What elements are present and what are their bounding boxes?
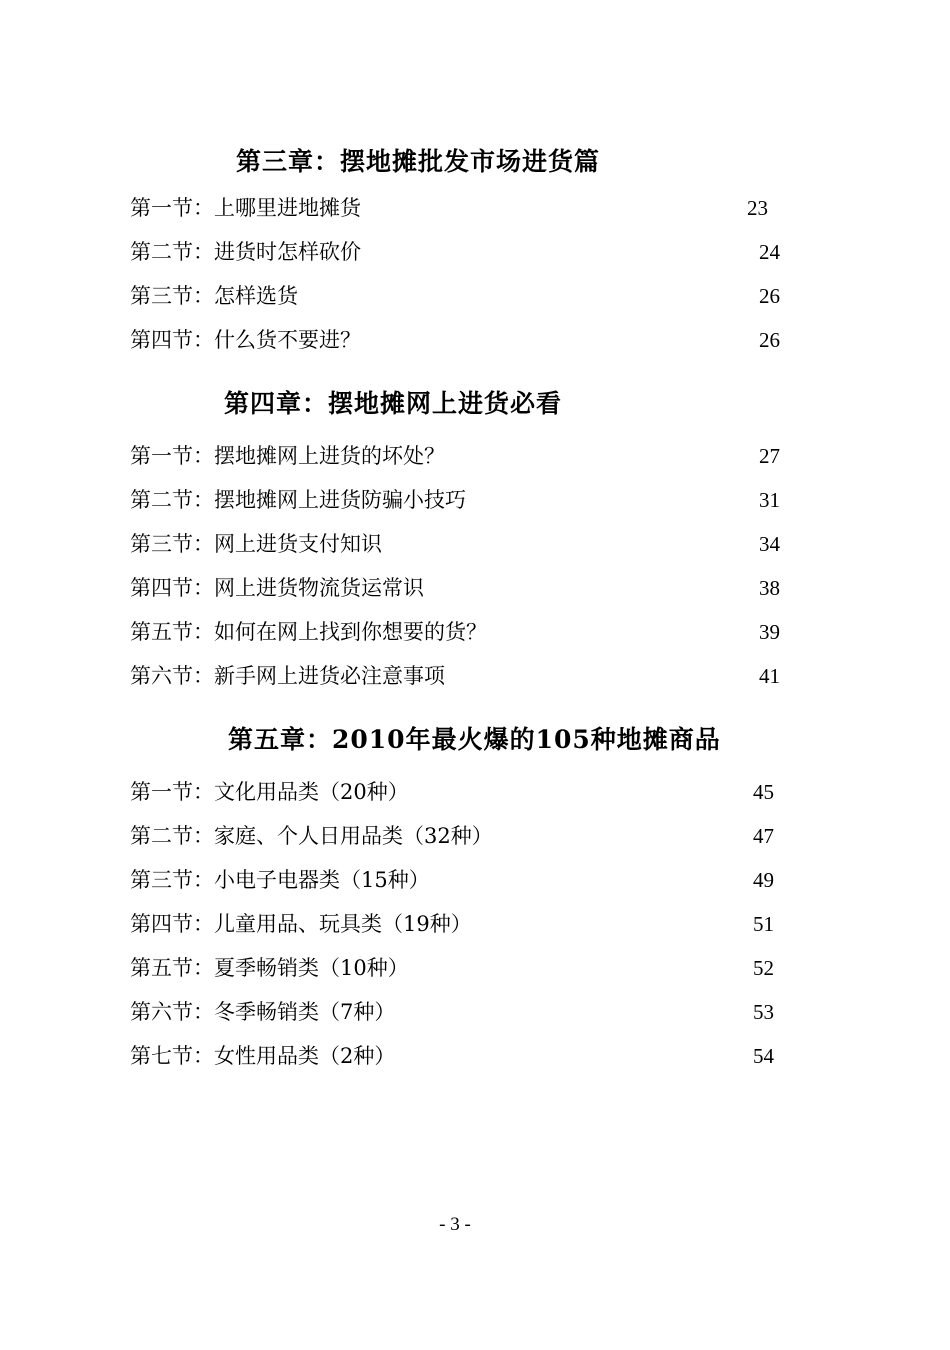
toc-entry-page: 39 [759, 620, 780, 644]
chapter-title: 第五章：2010年最火爆的105种地摊商品 [228, 725, 721, 754]
toc-entry-page: 34 [759, 532, 780, 556]
toc-entry-label: 第二节：进货时怎样砍价 [130, 240, 361, 264]
toc-entry-label: 第四节：网上进货物流货运常识 [130, 576, 424, 600]
page-number: - 3 - [439, 1214, 471, 1235]
toc-entry[interactable] [130, 485, 790, 515]
toc-entry-label: 第二节：摆地摊网上进货防骗小技巧 [130, 488, 466, 512]
toc-entry-page: 41 [759, 664, 780, 688]
toc-entry-label: 第二节：家庭、个人日用品类（32种） [130, 824, 493, 848]
toc-entry[interactable] [130, 281, 790, 311]
toc-entry-label: 第四节：儿童用品、玩具类（19种） [130, 912, 472, 936]
toc-entry[interactable] [130, 237, 790, 267]
toc-entry[interactable] [130, 865, 790, 895]
toc-entry-page: 47 [753, 824, 774, 848]
toc-entry-page: 45 [753, 780, 774, 804]
toc-entry[interactable] [130, 997, 790, 1027]
toc-entry-page: 24 [759, 240, 780, 264]
toc-entry[interactable] [130, 953, 790, 983]
toc-entry-page: 26 [759, 284, 780, 308]
toc-entry[interactable] [130, 661, 790, 691]
toc-entry-page: 27 [759, 444, 780, 468]
toc-entry-page: 38 [759, 576, 780, 600]
toc-entry-label: 第三节：怎样选货 [130, 284, 298, 308]
toc-entry-label: 第三节：网上进货支付知识 [130, 532, 382, 556]
toc-entry-label: 第一节：上哪里进地摊货 [130, 196, 361, 220]
toc-entry-page: 26 [759, 328, 780, 352]
toc-entry-page: 31 [759, 488, 780, 512]
toc-entry-label: 第六节：冬季畅销类（7种） [130, 1000, 396, 1024]
toc-entry[interactable] [130, 617, 790, 647]
toc-entry-label: 第六节：新手网上进货必注意事项 [130, 664, 445, 688]
toc-entry[interactable] [130, 777, 790, 807]
toc-entry[interactable] [130, 573, 790, 603]
toc-entry-label: 第五节：如何在网上找到你想要的货？ [130, 620, 487, 644]
toc-entry[interactable] [130, 193, 790, 223]
toc-entry-label: 第一节：文化用品类（20种） [130, 780, 409, 804]
toc-entry-page: 23 [747, 196, 768, 220]
toc-entry-page: 53 [753, 1000, 774, 1024]
toc-entry-label: 第七节：女性用品类（2种） [130, 1044, 396, 1068]
toc-entry-page: 52 [753, 956, 774, 980]
toc-entry[interactable] [130, 821, 790, 851]
toc-entry[interactable] [130, 1041, 790, 1071]
chapter-title: 第四章：摆地摊网上进货必看 [224, 389, 563, 418]
toc-entry[interactable] [130, 529, 790, 559]
toc-entry-label: 第五节：夏季畅销类（10种） [130, 956, 409, 980]
toc-entry[interactable] [130, 441, 790, 471]
toc-entry-label: 第一节：摆地摊网上进货的坏处？ [130, 444, 445, 468]
toc-entry-page: 54 [753, 1044, 774, 1068]
toc-entry-label: 第四节：什么货不要进？ [130, 328, 361, 352]
toc-entry[interactable] [130, 909, 790, 939]
toc-entry-page: 49 [753, 868, 774, 892]
toc-entry-page: 51 [753, 912, 774, 936]
toc-entry-label: 第三节：小电子电器类（15种） [130, 868, 430, 892]
toc-entry[interactable] [130, 325, 790, 355]
chapter-title: 第三章：摆地摊批发市场进货篇 [236, 147, 601, 176]
